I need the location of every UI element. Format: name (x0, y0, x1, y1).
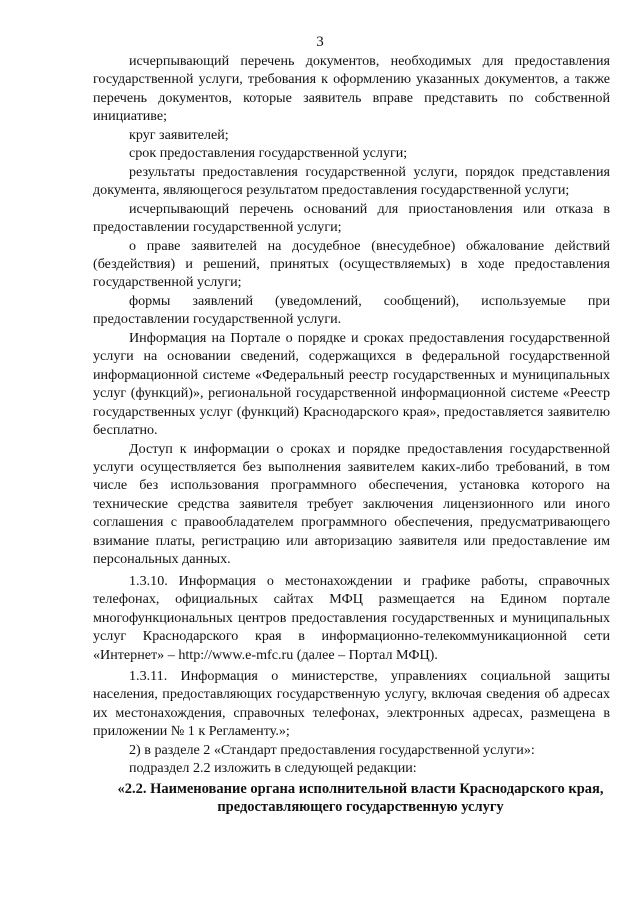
paragraph-documents-list: исчерпывающий перечень документов, необходимых для предоставления государственной услуги, требования к оформлению указанных документов, а также перечень документов, которые заявитель вправе представить по собственной инициативе; (93, 53, 610, 125)
document-body (93, 52, 610, 817)
paragraph-portal-info: Информация на Портале о порядке и сроках предоставления государственной услуги на основании сведений, содержащихся в федеральной государственной информационной системе «Федеральный реестр государственных и муниципальных услуг (функций)», региональной государственной информационной системе «Реестр государственных услуг (функций) Краснодарского края», предоставляется заявителю бесплатно. (93, 329, 610, 439)
paragraph-subsection-2-2: подраздел 2.2 изложить в следующей редакции: (129, 760, 417, 777)
paragraph-1-3-10: 1.3.10. Информация о местонахождении и графике работы, справочных телефонах, официальных сайтах МФЦ размещается на Едином портале многофункциональных центров предоставления государственных и муниципальных услуг Краснодарского края в информационно-телекоммуникационной сети «Интернет» – http://www.e-mfc.ru (далее – Портал МФЦ). (93, 572, 610, 663)
paragraph-section-2: 2) в разделе 2 «Стандарт предоставления государственной услуги»: (129, 741, 535, 758)
section-heading: «2.2. Наименование органа исполнительной власти Краснодарского края, предоставляющего государственную услугу (117, 780, 604, 816)
paragraph-1-3-11: 1.3.11. Информация о министерстве, управлениях социальной защиты населения, предоставляющих государственную услугу, включая сведения об адресах их местонахождения, справочных телефонах, электронных адресах, размещена в приложении № 1 к Регламенту.»; (93, 667, 610, 740)
paragraph-refusal-grounds: исчерпывающий перечень оснований для приостановления или отказа в предоставлении государственной услуги; (93, 200, 610, 236)
paragraph-application-forms: формы заявлений (уведомлений, сообщений), используемые при предоставлении государственной услуги. (93, 292, 610, 328)
paragraph-access-info: Доступ к информации о сроках и порядке предоставления государственной услуги осуществляется без выполнения заявителем каких-либо требований, в том числе без использования программного обеспечения, установка которого на технические средства заявителя требует заключения лицензионного или иного соглашения с правообладателем программного обеспечения, предусматривающего взимание платы, регистрацию или авторизацию заявителя или предоставление им персональных данных. (93, 440, 610, 568)
paragraph-appeal-rights: о праве заявителей на досудебное (внесудебное) обжалование действий (бездействия) и решений, принятых (осуществляемых) в ходе предоставления государственной услуги; (93, 237, 610, 291)
page-number: 3 (316, 34, 324, 50)
paragraph-applicants: круг заявителей; (129, 126, 229, 143)
paragraph-service-term: срок предоставления государственной услуги; (129, 145, 408, 162)
paragraph-results: результаты предоставления государственной услуги, порядок представления документа, являющегося результатом предоставления государственной услуги; (93, 163, 610, 199)
